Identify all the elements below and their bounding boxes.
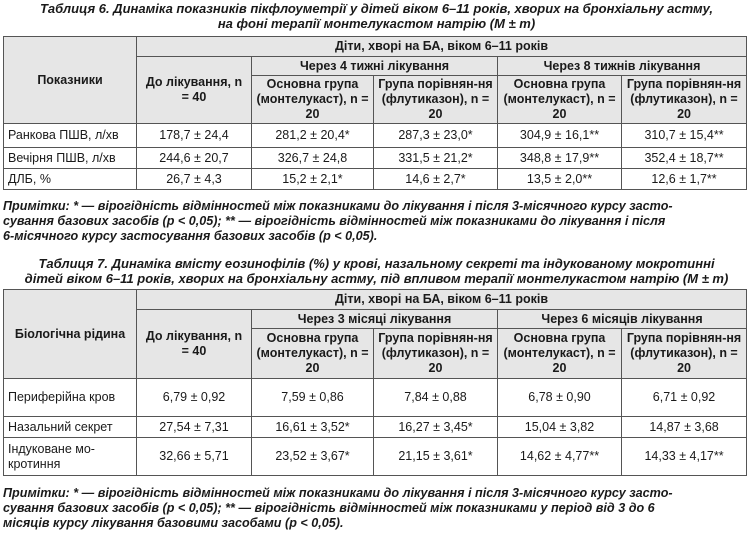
note-line: 6-місячного курсу застосування базових засобів (р < 0,05). xyxy=(3,229,378,243)
table6-comp-group-header: Група порівнян-ня (флутиказон), n = 20 xyxy=(374,76,498,124)
table-cell: 27,54 ± 7,31 xyxy=(137,417,252,438)
table-cell: 14,62 ± 4,77** xyxy=(498,438,622,476)
table-row xyxy=(4,417,747,438)
table6 xyxy=(3,36,747,190)
table6-notes xyxy=(3,199,747,244)
table-cell: 14,87 ± 3,68 xyxy=(622,417,747,438)
row-label: Ранкова ПШВ, л/хв xyxy=(4,124,137,148)
table-cell: 348,8 ± 17,9** xyxy=(498,148,622,169)
table-cell: 244,6 ± 20,7 xyxy=(137,148,252,169)
table-cell: 352,4 ± 18,7** xyxy=(622,148,747,169)
table-cell: 7,59 ± 0,86 xyxy=(252,379,374,417)
table7-comp-group-header: Група порівнян-ня (флутиказон), n = 20 xyxy=(622,329,747,379)
table-cell: 178,7 ± 24,4 xyxy=(137,124,252,148)
table-cell: 287,3 ± 23,0* xyxy=(374,124,498,148)
table-cell: 21,15 ± 3,61* xyxy=(374,438,498,476)
table6-before-header: До лікування, n = 40 xyxy=(137,57,252,124)
table7-before-header: До лікування, n = 40 xyxy=(137,310,252,379)
table-cell: 304,9 ± 16,1** xyxy=(498,124,622,148)
table-row xyxy=(4,438,747,476)
table7-notes xyxy=(3,486,747,531)
table6-param-header: Показники xyxy=(4,37,137,124)
table-cell: 310,7 ± 15,4** xyxy=(622,124,747,148)
table-cell: 14,33 ± 4,17** xyxy=(622,438,747,476)
table6-group-header: Діти, хворі на БА, віком 6–11 років xyxy=(137,37,747,57)
table7-period1-header: Через 3 місяці лікування xyxy=(252,310,498,329)
table7-comp-group-header: Група порівнян-ня (флутиказон), n = 20 xyxy=(374,329,498,379)
note-line: сування базових засобів (р < 0,05); ** — вірогідність відмінностей між показниками у період від 3 до 6 xyxy=(3,501,655,515)
note-line: Примітки: * — вірогідність відмінностей між показниками до лікування і після 3-місячного курсу засто- xyxy=(3,486,673,500)
table7-caption-line: Таблиця 7. Динаміка вмісту еозинофілів (%) у крові, назальному секреті та індукованому мокротинні xyxy=(38,256,715,271)
table-cell: 13,5 ± 2,0** xyxy=(498,169,622,190)
row-label: ДЛБ, % xyxy=(4,169,137,190)
table6-period1-header: Через 4 тижні лікування xyxy=(252,57,498,76)
table-cell: 12,6 ± 1,7** xyxy=(622,169,747,190)
table-cell: 23,52 ± 3,67* xyxy=(252,438,374,476)
table-cell: 326,7 ± 24,8 xyxy=(252,148,374,169)
table7-param-header: Біологічна рідина xyxy=(4,290,137,379)
table7 xyxy=(3,289,747,476)
table-cell: 6,78 ± 0,90 xyxy=(498,379,622,417)
table7-caption-line: дітей віком 6–11 років, хворих на бронхіальну астму, під впливом терапії монтелукастом натрію (М ± m) xyxy=(24,271,729,286)
table-cell: 7,84 ± 0,88 xyxy=(374,379,498,417)
table-cell: 281,2 ± 20,4* xyxy=(252,124,374,148)
table6-comp-group-header: Група порівнян-ня (флутиказон), n = 20 xyxy=(622,76,747,124)
table6-main-group-header: Основна група (монтелукаст), n = 20 xyxy=(498,76,622,124)
row-label: Назальний секрет xyxy=(4,417,137,438)
table-cell: 16,61 ± 3,52* xyxy=(252,417,374,438)
table-cell: 14,6 ± 2,7* xyxy=(374,169,498,190)
note-line: сування базових засобів (р < 0,05); ** — вірогідність відмінностей між показниками до лікування і після xyxy=(3,214,666,228)
table-cell: 6,79 ± 0,92 xyxy=(137,379,252,417)
note-line: місяців курсу лікування базовими засобами (р < 0,05). xyxy=(3,516,344,530)
table-cell: 6,71 ± 0,92 xyxy=(622,379,747,417)
table-cell: 32,66 ± 5,71 xyxy=(137,438,252,476)
table-row xyxy=(4,124,747,148)
row-label: Вечірня ПШВ, л/хв xyxy=(4,148,137,169)
table-cell: 26,7 ± 4,3 xyxy=(137,169,252,190)
table-row xyxy=(4,169,747,190)
row-label: Периферійна кров xyxy=(4,379,137,417)
table-cell: 15,2 ± 2,1* xyxy=(252,169,374,190)
table6-period2-header: Через 8 тижнів лікування xyxy=(498,57,747,76)
table7-group-header: Діти, хворі на БА, віком 6–11 років xyxy=(137,290,747,310)
table6-caption xyxy=(0,1,749,31)
table-row xyxy=(4,379,747,417)
table-row xyxy=(4,148,747,169)
row-label: Індуковане мо-кротиння xyxy=(4,438,137,476)
table-cell: 16,27 ± 3,45* xyxy=(374,417,498,438)
table-cell: 15,04 ± 3,82 xyxy=(498,417,622,438)
table6-caption-line: на фоні терапії монтелукастом натрію (М ± m) xyxy=(217,16,536,31)
table6-caption-line: Таблиця 6. Динаміка показників пікфлоуметрії у дітей віком 6–11 років, хворих на бронхіальну астму, xyxy=(39,1,713,16)
table7-caption xyxy=(0,256,749,286)
table7-main-group-header: Основна група (монтелукаст), n = 20 xyxy=(498,329,622,379)
table6-main-group-header: Основна група (монтелукаст), n = 20 xyxy=(252,76,374,124)
table7-main-group-header: Основна група (монтелукаст), n = 20 xyxy=(252,329,374,379)
table-cell: 331,5 ± 21,2* xyxy=(374,148,498,169)
note-line: Примітки: * — вірогідність відмінностей між показниками до лікування і після 3-місячного курсу засто- xyxy=(3,199,673,213)
table7-period2-header: Через 6 місяців лікування xyxy=(498,310,747,329)
